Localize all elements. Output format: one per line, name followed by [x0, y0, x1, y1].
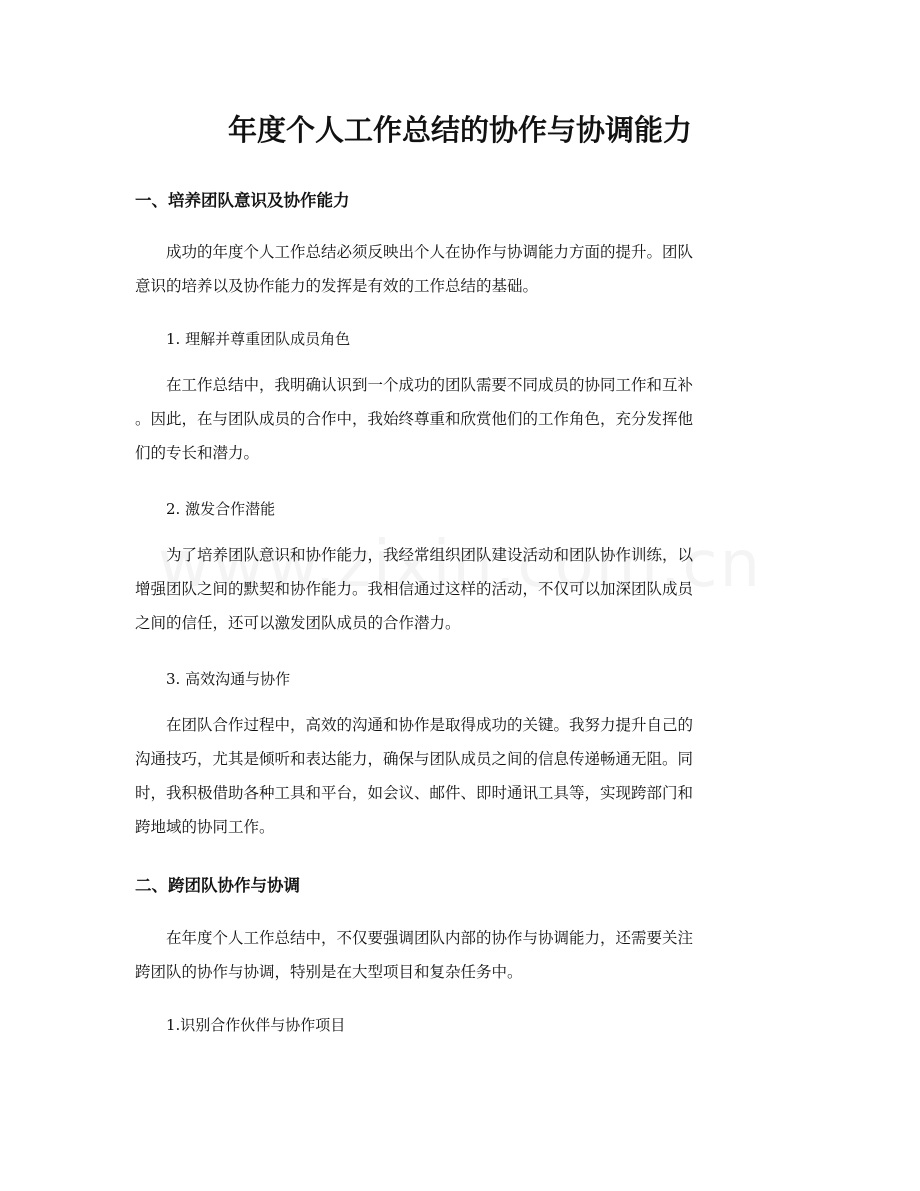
text-line: 跨地域的协同工作。 [135, 818, 275, 836]
text-line: 为了培养团队意识和协作能力，我经常组织团队建设活动和团队协作训练，以 [166, 546, 694, 564]
subsection-heading: 1. 理解并尊重团队成员角色 [166, 330, 351, 348]
text-line: 沟通技巧，尤其是倾听和表达能力，确保与团队成员之间的信息传递畅通无阻。同 [135, 750, 694, 768]
text-line: 增强团队之间的默契和协作能力。我相信通过这样的活动，不仅可以加深团队成员 [135, 580, 694, 598]
subsection-heading: 2. 激发合作潜能 [166, 500, 276, 518]
subsection-body [135, 368, 787, 470]
section-intro [135, 235, 787, 303]
subsection-body [135, 538, 787, 640]
text-line: 之间的信任，还可以激发团队成员的合作潜力。 [135, 614, 461, 632]
subsection-heading: 1.识别合作伙伴与协作项目 [166, 1016, 346, 1034]
text-line: 。因此，在与团队成员的合作中，我始终尊重和欣赏他们的工作角色，充分发挥他 [135, 410, 694, 428]
document-title: 年度个人工作总结的协作与协调能力 [227, 113, 692, 147]
text-line: 在工作总结中，我明确认识到一个成功的团队需要不同成员的协同工作和互补 [166, 376, 694, 394]
text-line: 时，我积极借助各种工具和平台，如会议、邮件、即时通讯工具等，实现跨部门和 [135, 784, 694, 802]
section-heading: 一、培养团队意识及协作能力 [135, 191, 350, 210]
section-heading: 二、跨团队协作与协调 [135, 876, 300, 895]
text-line: 们的专长和潜力。 [135, 444, 260, 462]
subsection-heading: 3. 高效沟通与协作 [166, 670, 291, 688]
text-line: 意识的培养以及协作能力的发挥是有效的工作总结的基础。 [135, 277, 539, 295]
subsection-body [135, 708, 787, 844]
text-line: 在团队合作过程中，高效的沟通和协作是取得成功的关键。我努力提升自己的 [166, 716, 694, 734]
text-line: 在年度个人工作总结中，不仅要强调团队内部的协作与协调能力，还需要关注 [166, 929, 694, 947]
text-line: 成功的年度个人工作总结必须反映出个人在协作与协调能力方面的提升。团队 [166, 243, 694, 261]
text-line: 跨团队的协作与协调，特别是在大型项目和复杂任务中。 [135, 963, 523, 981]
section-intro [135, 921, 787, 989]
